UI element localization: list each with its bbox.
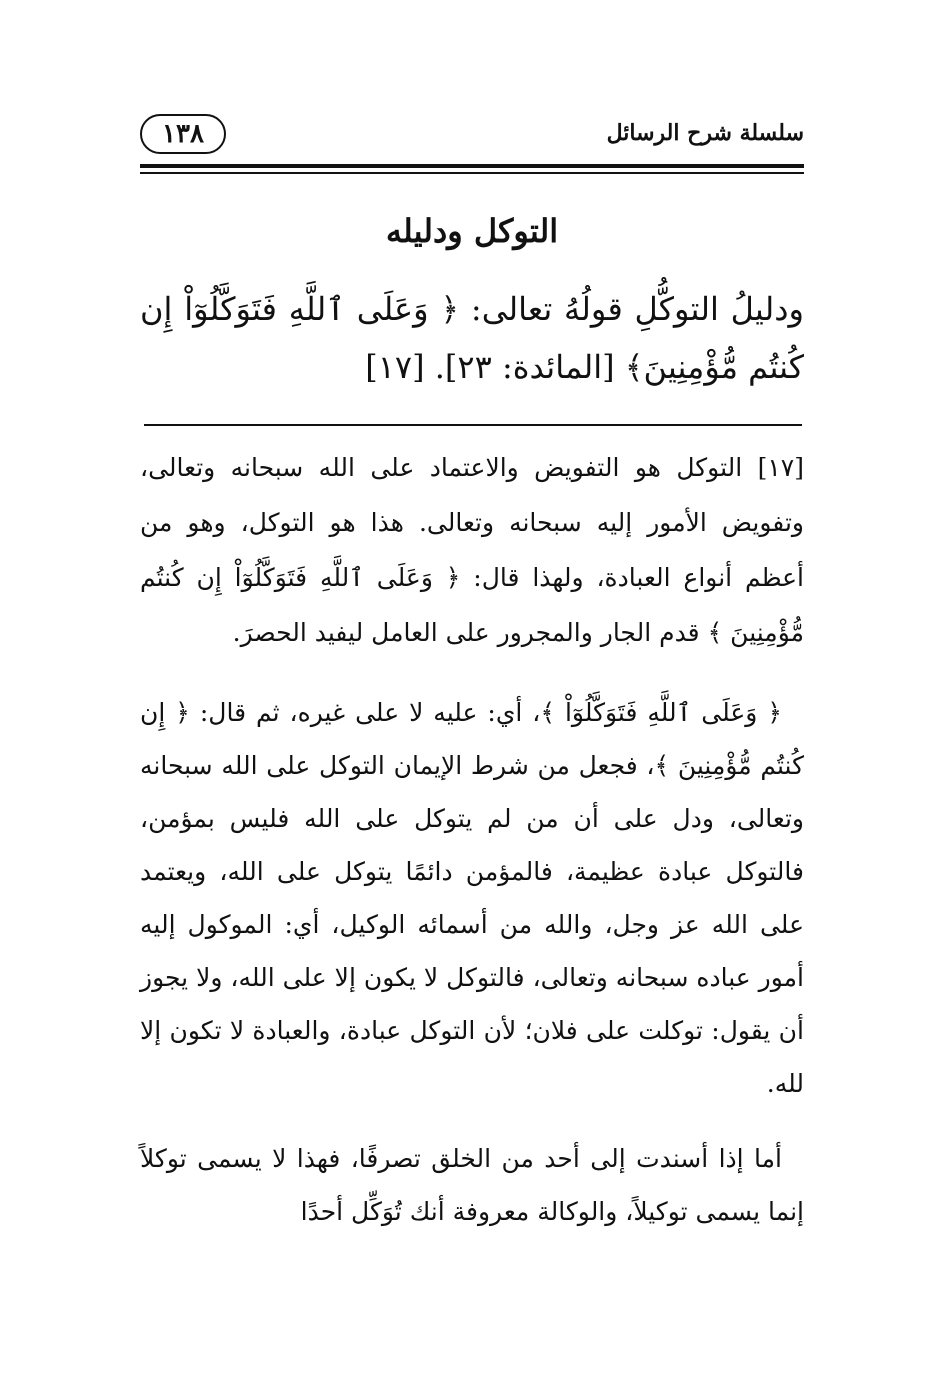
footnote-paragraph-2: ﴿ وَعَلَى ٱللَّهِ فَتَوَكَّلُوٓاْ ﴾، أي: عليه لا على غيره، ثم قال: ﴿ إِن كُنتُم مُّؤْمِنِينَ ﴾، فجعل من شرط الإيمان التوكل على الله سبحانه وتعالى، ودل على أن من لم يتوكل على الله فليس بمؤمن، فالتوكل عبادة عظيمة، فالمؤمن دائمًا يتوكل على الله، ويعتمد على الله عز وجل، والله من أسمائه الوكيل، أي: الموكول إليه أمور عباده سبحانه وتعالى، فالتوكل لا يكون إلا على الله، ولا يجوز أن يقول: توكلت على فلان؛ لأن التوكل عبادة، والعبادة لا تكون إلا لله. [140,698,804,1098]
section-title: التوكل ودليله [385,212,559,250]
header-rule-thick [140,164,804,168]
page-number: ١٣٨ [140,114,226,154]
footnotes [140,440,804,1238]
main-text: ودليلُ التوكُّلِ قولُهُ تعالى: ﴿ وَعَلَى ٱللَّهِ فَتَوَكَّلُوٓاْ إِن كُنتُم مُّؤْمِنِينَ﴾ [المائدة: ٢٣]. [١٧] [140,290,804,386]
footnote-paragraph-3: أما إذا أسندت إلى أحد من الخلق تصرفًا، فهذا لا يسمى توكلاً إنما يسمى توكيلاً، والوكالة معروفة أنك تُوَكِّل أحدًا [140,1144,804,1226]
running-title: سلسلة شرح الرسائل [606,120,804,146]
footnote-rule [144,424,802,426]
footnote-paragraph-1: [١٧] التوكل هو التفويض والاعتماد على الله سبحانه وتعالى، وتفويض الأمور إليه سبحانه وتعالى. هذا هو التوكل، وهو من أعظم أنواع العبادة، ولهذا قال: ﴿ وَعَلَى ٱللَّهِ فَتَوَكَّلُوٓاْ إِن كُنتُم مُّؤْمِنِينَ ﴾ قدم الجار والمجرور على العامل ليفيد الحصرَ. [140,453,804,647]
header-rule-thin [140,172,804,174]
page-header [140,112,804,164]
